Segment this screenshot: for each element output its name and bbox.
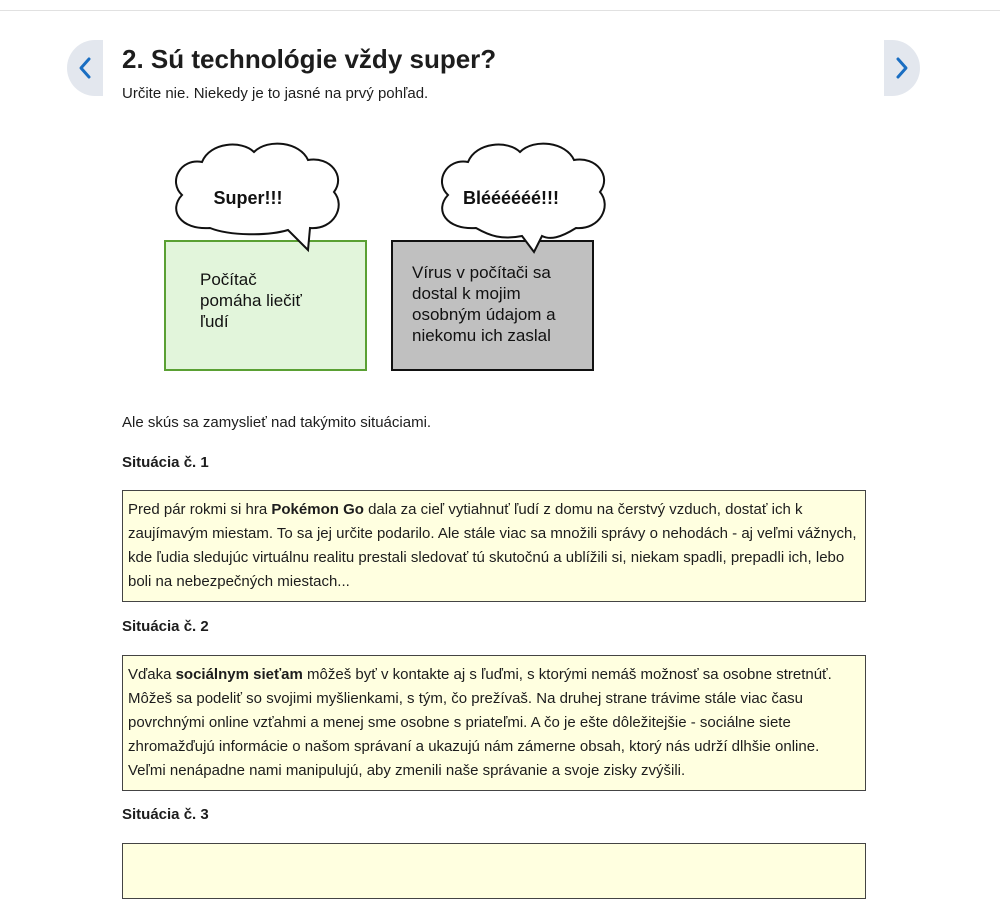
intro-text: Ale skús sa zamyslieť nad takýmito situáciami. <box>122 414 432 431</box>
technology-comparison-illustration <box>150 140 630 376</box>
situation-3-heading: Situácia č. 3 <box>122 806 209 823</box>
left-box-text: Počítač pomáha liečiť ľudí <box>200 270 302 331</box>
page-subtitle: Určite nie. Niekedy je to jasné na prvý pohľad. <box>122 85 429 102</box>
situation-2-box: Vďaka sociálnym sieťam môžeš byť v kontakte aj s ľuďmi, s ktorými nemáš možnosť sa osobne stretnúť. Môžeš sa podeliť so svojimi myšlienkami, s tým, čo prežívaš. Na druhej strane trávime stále viac času povrchnými online vzťahmi a menej sme osobne s priateľmi. A čo je ešte dôležitejšie - sociálne siete zhromažďujú informácie o našom správaní a ukazujú nám zámerne obsah, ktorý nás udrží dlhšie online. Veľmi nenápadne nami manipulujú, aby zmenili naše správanie a svoje zisky zvýšili. <box>122 655 866 791</box>
situation-2-heading: Situácia č. 2 <box>122 618 209 635</box>
situation-2-keyword: sociálnym sieťam <box>175 666 303 683</box>
situation-1-heading: Situácia č. 1 <box>122 454 209 471</box>
top-divider <box>0 10 1000 11</box>
previous-page-button[interactable] <box>67 40 103 96</box>
right-bubble-text: Bléééééé!!! <box>462 188 560 208</box>
left-speech-bubble <box>176 144 339 250</box>
right-box-text: Vírus v počítači sa dostal k mojim osobným údajom a niekomu ich zaslal <box>412 263 556 345</box>
chevron-right-icon <box>894 56 910 80</box>
left-bubble-text: Super!!! <box>213 188 283 208</box>
right-speech-bubble <box>442 144 605 252</box>
chevron-left-icon <box>77 56 93 80</box>
situation-1-keyword: Pokémon Go <box>271 501 364 518</box>
page-title: 2. Sú technológie vždy super? <box>122 44 497 74</box>
situation-3-box <box>122 843 866 899</box>
situation-1-box: Pred pár rokmi si hra Pokémon Go dala za cieľ vytiahnuť ľudí z domu na čerstvý vzduch, dostať ich k zaujímavým miestam. To sa jej určite podarilo. Ale stále viac sa množili správy o nehodách - aj veľmi vážnych, kde ľudia sledujúc virtuálnu realitu prestali sledovať tú skutočnú a ublížili si, niekam spadli, prepadli ich, lebo boli na nebezpečných miestach... <box>122 490 866 602</box>
lesson-content <box>122 40 866 823</box>
next-page-button[interactable] <box>884 40 920 96</box>
